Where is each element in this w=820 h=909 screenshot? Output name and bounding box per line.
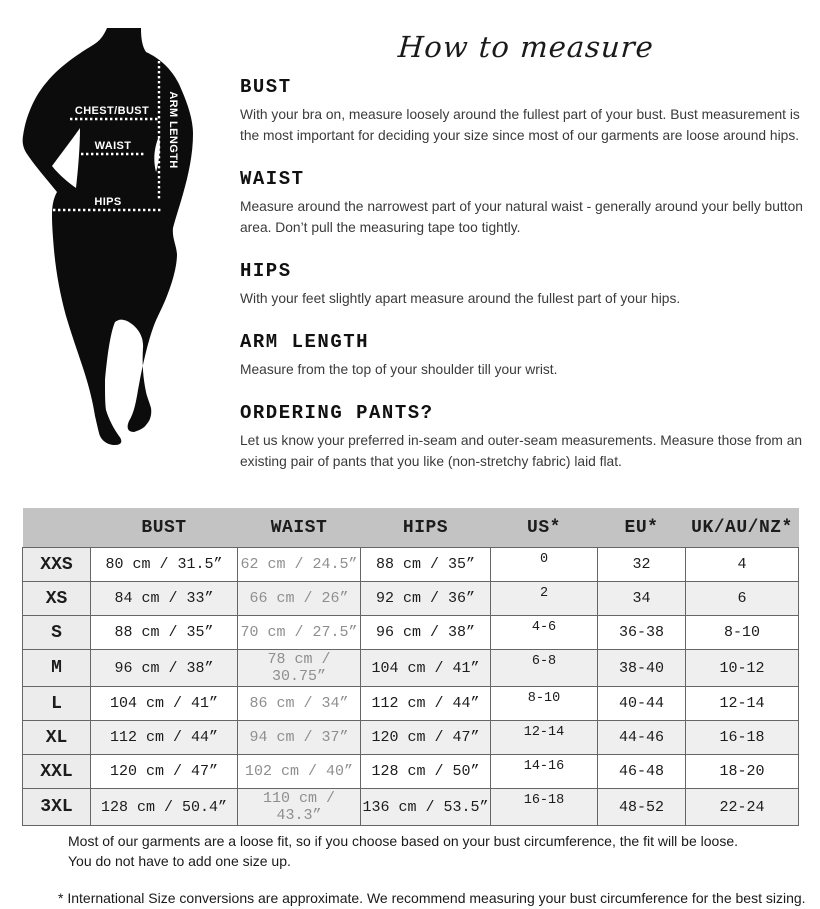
bust-value: 120 cm / 47” xyxy=(91,755,238,789)
waist-label: WAIST xyxy=(94,140,132,152)
section-heading: BUST xyxy=(240,76,292,98)
eu-size: 40-44 xyxy=(598,687,686,721)
hips-label: HIPS xyxy=(94,196,122,208)
bust-value: 112 cm / 44” xyxy=(91,721,238,755)
waist-value: 62 cm / 24.5” xyxy=(238,548,361,582)
table-row-s xyxy=(23,616,799,650)
arm-length-label: ARM LENGTH xyxy=(167,91,179,169)
table-header-row xyxy=(23,508,799,548)
table-row-3xl xyxy=(23,789,799,826)
eu-size: 44-46 xyxy=(598,721,686,755)
uk-au-nz-size: 22-24 xyxy=(686,789,799,826)
section-hips xyxy=(240,260,812,310)
waist-value: 66 cm / 26” xyxy=(238,582,361,616)
uk-au-nz-size: 6 xyxy=(686,582,799,616)
us-size: 4-6 xyxy=(491,616,598,650)
size-label: XXL xyxy=(23,755,91,789)
table-row-xxl xyxy=(23,755,799,789)
bust-value: 84 cm / 33” xyxy=(91,582,238,616)
size-label: L xyxy=(23,687,91,721)
measurement-figure xyxy=(13,28,228,494)
body-silhouette-diagram xyxy=(13,28,228,448)
eu-size: 34 xyxy=(598,582,686,616)
section-body: With your feet slightly apart measure around the fullest part of your hips. xyxy=(240,290,681,306)
hips-value: 88 cm / 35” xyxy=(361,548,491,582)
us-size: 2 xyxy=(491,582,598,616)
size-conversion-table xyxy=(22,508,799,827)
waist-value: 94 cm / 37” xyxy=(238,721,361,755)
size-label: M xyxy=(23,650,91,687)
bust-value: 88 cm / 35” xyxy=(91,616,238,650)
uk-au-nz-size: 16-18 xyxy=(686,721,799,755)
header-bust: BUST xyxy=(91,508,238,548)
bust-value: 80 cm / 31.5” xyxy=(91,548,238,582)
section-heading: ORDERING PANTS? xyxy=(240,401,434,424)
table-row-l xyxy=(23,687,799,721)
size-label: XL xyxy=(23,721,91,755)
section-heading: WAIST xyxy=(240,167,305,190)
chest-bust-label: CHEST/BUST xyxy=(74,105,150,117)
uk-au-nz-size: 12-14 xyxy=(686,687,799,721)
loose-fit-note xyxy=(68,832,820,872)
hips-value: 120 cm / 47” xyxy=(361,721,491,755)
section-ordering-pants xyxy=(240,402,812,473)
section-waist xyxy=(240,168,812,239)
eu-size: 48-52 xyxy=(598,789,686,826)
table-row-xl xyxy=(23,721,799,755)
size-label: S xyxy=(23,616,91,650)
instructions-column xyxy=(228,28,812,494)
uk-au-nz-size: 8-10 xyxy=(686,616,799,650)
size-label: 3XL xyxy=(23,789,91,826)
header-hips: HIPS xyxy=(361,508,491,548)
table-row-m xyxy=(23,650,799,687)
section-bust xyxy=(240,76,812,147)
footnotes xyxy=(0,832,820,908)
header-waist: WAIST xyxy=(238,508,361,548)
header-size xyxy=(23,508,91,548)
header-us: US* xyxy=(491,508,598,548)
waist-value: 110 cm / 43.3” xyxy=(238,789,361,826)
table-row-xs xyxy=(23,582,799,616)
header-uk-au-nz: UK/AU/NZ* xyxy=(686,508,799,548)
uk-au-nz-size: 18-20 xyxy=(686,755,799,789)
size-label: XXS xyxy=(23,548,91,582)
us-size: 14-16 xyxy=(491,755,598,789)
section-heading: HIPS xyxy=(240,259,292,282)
loose-fit-note-line1: Most of our garments are a loose fit, so if you choose based on your bust circumference, the fit will be loose. xyxy=(68,833,739,850)
uk-au-nz-size: 10-12 xyxy=(686,650,799,687)
eu-size: 38-40 xyxy=(598,650,686,687)
hips-value: 92 cm / 36” xyxy=(361,582,491,616)
eu-size: 32 xyxy=(598,548,686,582)
us-size: 16-18 xyxy=(491,789,598,826)
section-body: With your bra on, measure loosely around the fullest part of your bust. Bust measurement is the most important for deciding your size since most of our garments are loose around hips. xyxy=(240,107,800,143)
hips-value: 136 cm / 53.5” xyxy=(361,789,491,826)
waist-value: 102 cm / 40” xyxy=(238,755,361,789)
table-row-xxs xyxy=(23,548,799,582)
loose-fit-note-line2: You do not have to add one size up. xyxy=(68,853,291,870)
bust-value: 104 cm / 41” xyxy=(91,687,238,721)
page-title: How to measure xyxy=(396,30,656,64)
hips-value: 96 cm / 38” xyxy=(361,616,491,650)
hips-value: 104 cm / 41” xyxy=(361,650,491,687)
header-eu: EU* xyxy=(598,508,686,548)
hips-value: 128 cm / 50” xyxy=(361,755,491,789)
us-size: 6-8 xyxy=(491,650,598,687)
size-label: XS xyxy=(23,582,91,616)
us-size: 12-14 xyxy=(491,721,598,755)
table-header xyxy=(23,508,799,548)
hips-value: 112 cm / 44” xyxy=(361,687,491,721)
section-heading: ARM LENGTH xyxy=(240,330,370,353)
us-size: 8-10 xyxy=(491,687,598,721)
bust-value: 96 cm / 38” xyxy=(91,650,238,687)
eu-size: 46-48 xyxy=(598,755,686,789)
section-body: Let us know your preferred in-seam and outer-seam measurements. Measure those from an existing pair of pants that you like (non-stretchy fabric) laid flat. xyxy=(240,432,803,469)
section-body: Measure from the top of your shoulder till your wrist. xyxy=(240,361,558,377)
eu-size: 36-38 xyxy=(598,616,686,650)
conversion-note: * International Size conversions are approximate. We recommend measuring your bust circumference for the best sizing. xyxy=(58,890,806,906)
us-size: 0 xyxy=(491,548,598,582)
bust-value: 128 cm / 50.4” xyxy=(91,789,238,826)
section-body: Measure around the narrowest part of your natural waist - generally around your belly button area. Don’t pull the measuring tape too tightly. xyxy=(240,198,803,235)
uk-au-nz-size: 4 xyxy=(686,548,799,582)
section-arm-length xyxy=(240,331,812,381)
waist-value: 78 cm / 30.75” xyxy=(238,650,361,687)
waist-value: 70 cm / 27.5” xyxy=(238,616,361,650)
waist-value: 86 cm / 34” xyxy=(238,687,361,721)
